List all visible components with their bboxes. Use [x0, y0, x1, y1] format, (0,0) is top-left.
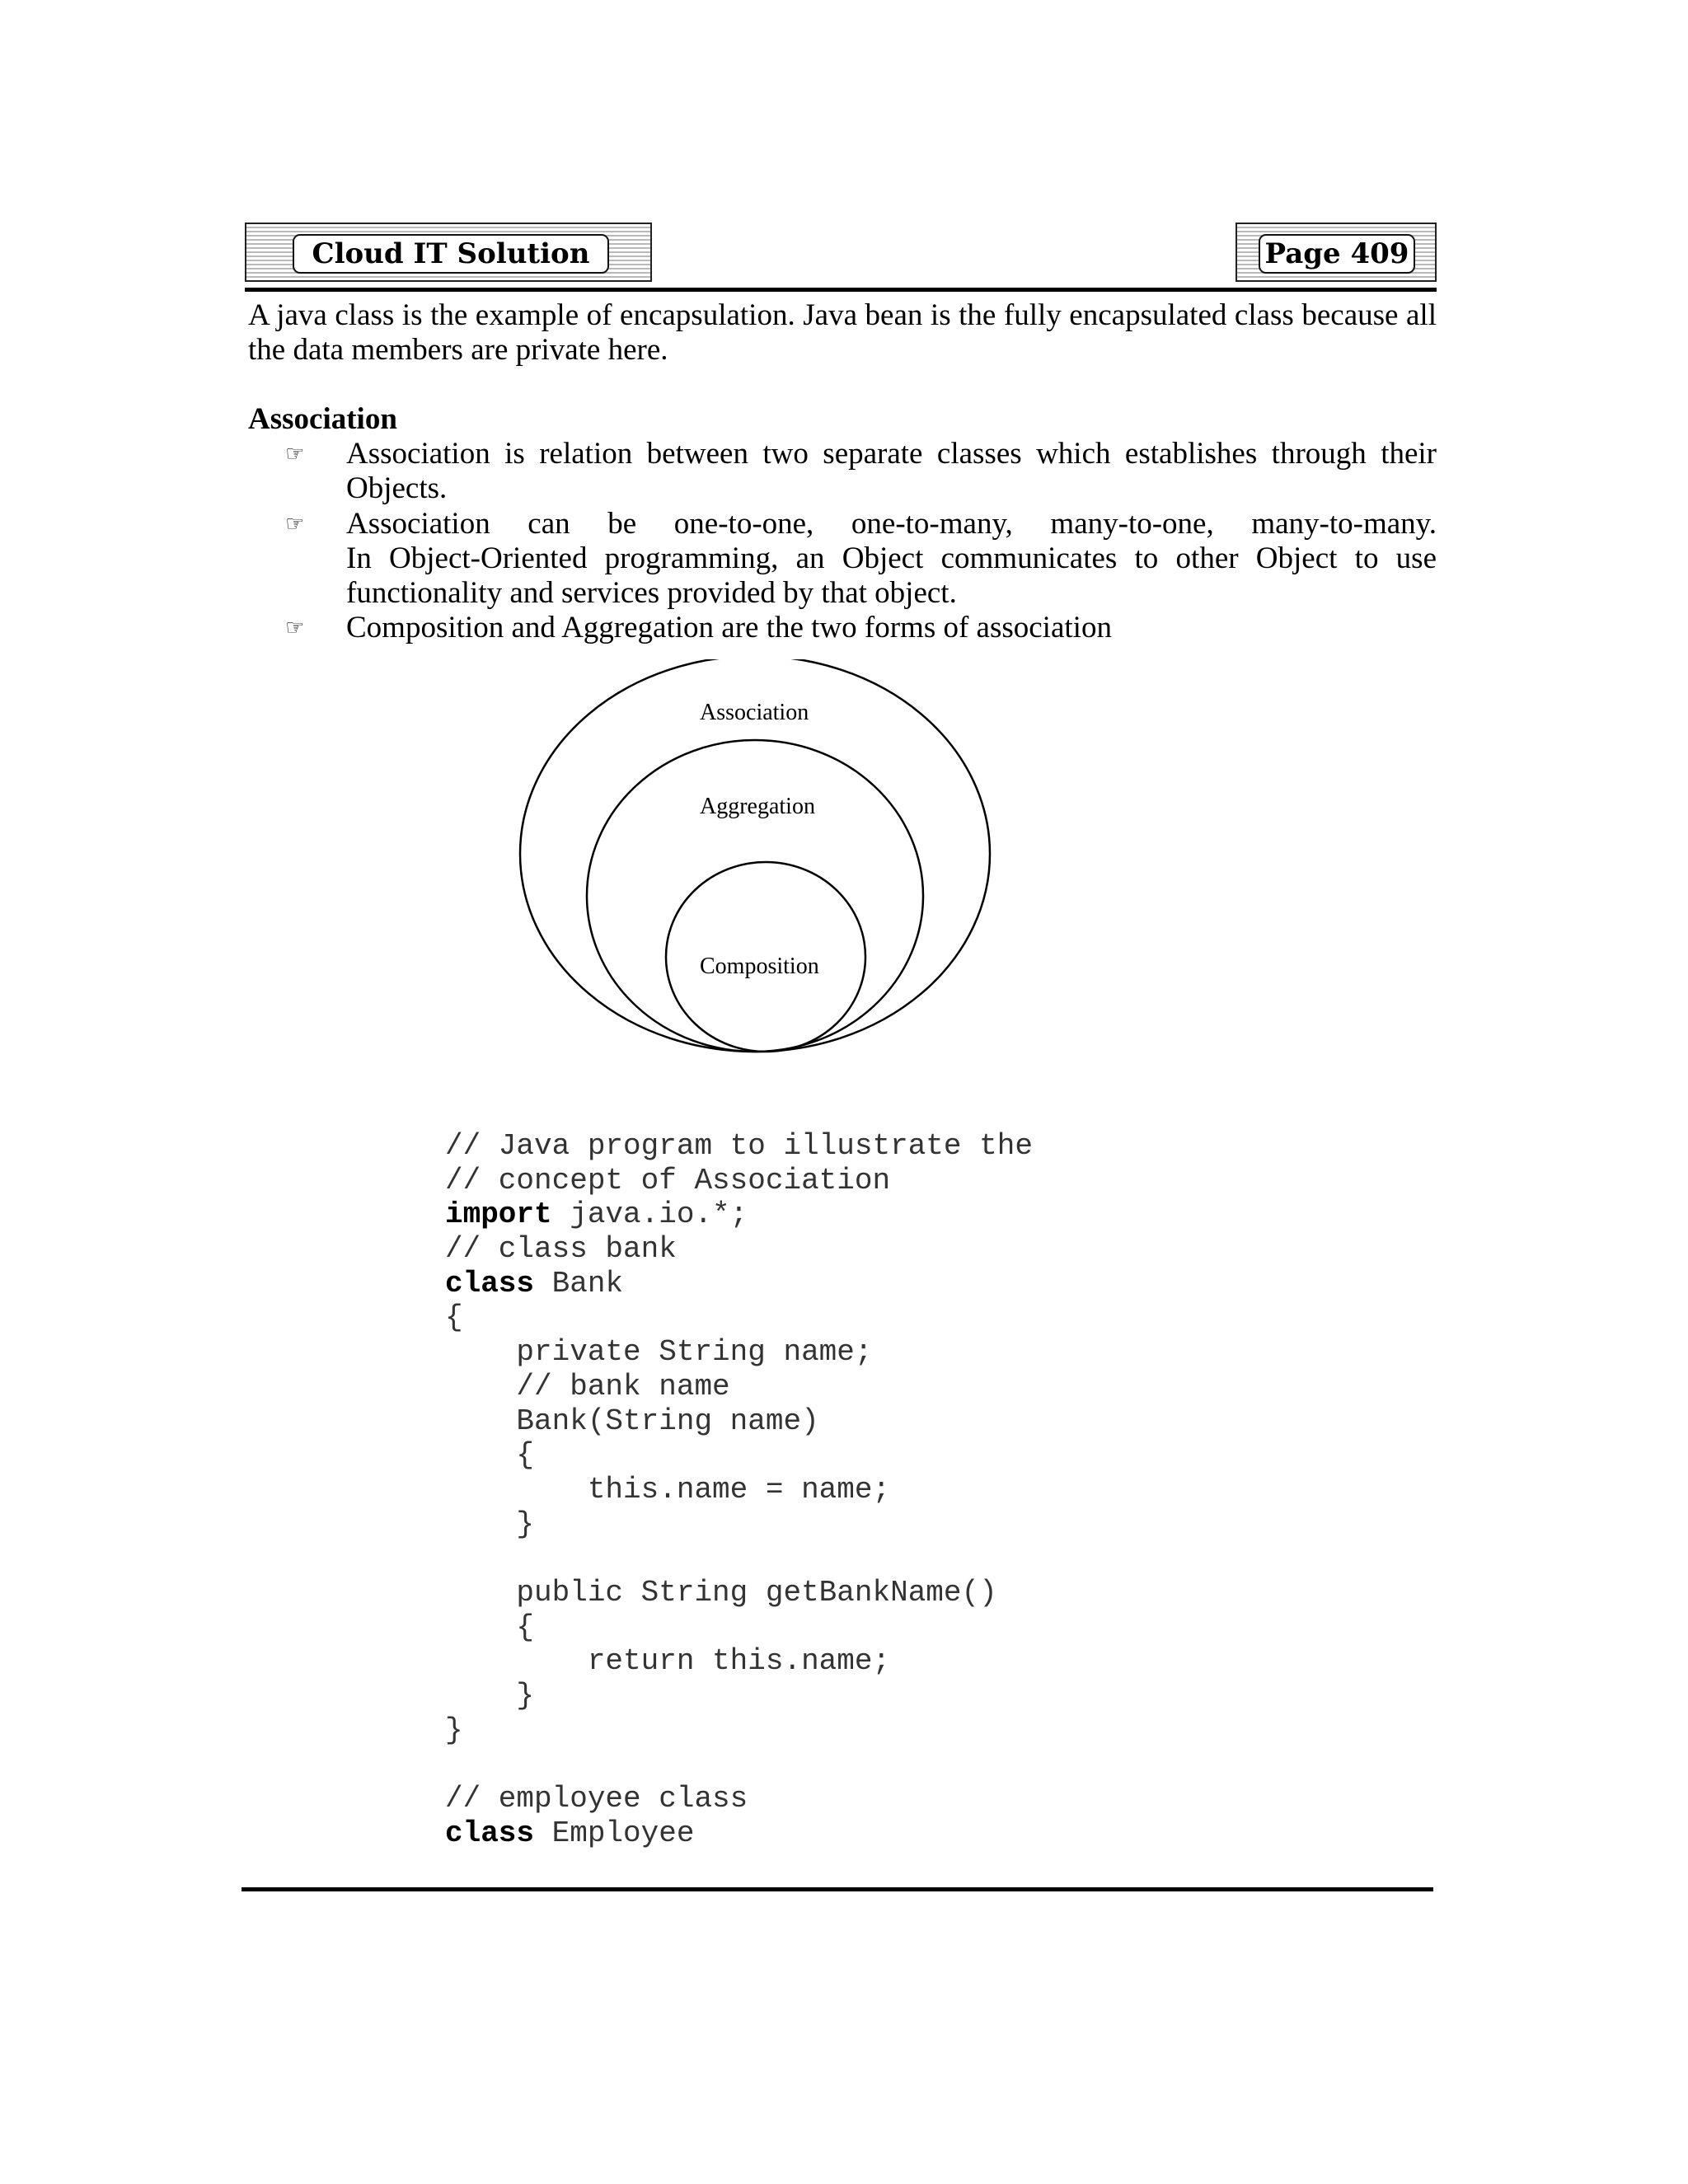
association-venn-diagram [495, 659, 1006, 1071]
section-heading: Association [248, 402, 397, 436]
code-text: Bank(String name) [445, 1404, 819, 1438]
pointing-hand-icon: ☞ [285, 442, 305, 466]
code-text: { [445, 1610, 535, 1644]
code-text: private String name; [445, 1335, 873, 1370]
code-text: java.io.*; [551, 1197, 748, 1232]
code-line [445, 1232, 1033, 1267]
code-line [445, 1816, 1033, 1851]
code-text: Employee [534, 1816, 695, 1850]
composition-label: Composition [700, 954, 819, 979]
code-keyword: class [445, 1266, 535, 1301]
code-text: // concept of Association [445, 1163, 891, 1197]
header-rule [245, 288, 1437, 292]
code-text: // bank name [445, 1369, 730, 1404]
code-line [445, 1644, 1033, 1679]
page-number: Page 409 [1259, 234, 1415, 274]
code-text: // Java program to illustrate the [445, 1129, 1033, 1163]
code-text: // class bank [445, 1232, 677, 1267]
code-line [445, 1473, 1033, 1507]
code-line [445, 1301, 1033, 1335]
code-line [445, 1267, 1033, 1301]
code-line [445, 1197, 1033, 1232]
header-left-box [245, 223, 652, 282]
bullet-continuation: In Object-Oriented programming, an Object communicates to other Object to use functionality and services provided by that object. [346, 541, 1437, 610]
code-text: Bank [534, 1266, 624, 1301]
code-line [445, 1164, 1033, 1198]
code-keyword: class [445, 1816, 535, 1850]
code-text: // employee class [445, 1782, 748, 1816]
code-text: { [445, 1301, 463, 1335]
header-right-box [1236, 223, 1437, 282]
code-line [445, 1576, 1033, 1610]
code-line [445, 1370, 1033, 1404]
code-text: } [445, 1507, 535, 1541]
code-line [445, 1541, 1033, 1576]
code-text: } [445, 1679, 535, 1713]
code-line [445, 1129, 1033, 1164]
code-line [445, 1782, 1033, 1816]
code-text: public String getBankName() [445, 1575, 997, 1610]
code-keyword: import [445, 1197, 552, 1232]
code-text: return this.name; [445, 1644, 891, 1679]
aggregation-label: Aggregation [700, 794, 815, 819]
aggregation-ellipse [587, 740, 923, 1052]
code-line [445, 1404, 1033, 1439]
code-line [445, 1747, 1033, 1782]
association-label: Association [700, 700, 809, 725]
intro-paragraph: A java class is the example of encapsulation. Java bean is the fully encapsulated class because all the data members are private here. [248, 298, 1437, 367]
code-text: } [445, 1713, 463, 1747]
footer-rule [241, 1887, 1433, 1891]
pointing-hand-icon: ☞ [285, 512, 305, 537]
code-line [445, 1438, 1033, 1473]
code-line [445, 1610, 1033, 1645]
pointing-hand-icon: ☞ [285, 616, 305, 640]
bullet-item: Composition and Aggregation are the two forms of association [346, 611, 1112, 644]
code-line [445, 1679, 1033, 1713]
code-line [445, 1713, 1033, 1748]
code-line [445, 1507, 1033, 1542]
code-line [445, 1335, 1033, 1370]
header-title: Cloud IT Solution [293, 234, 609, 274]
code-text: this.name = name; [445, 1472, 891, 1507]
code-text: { [445, 1438, 535, 1473]
bullet-line: Association can be one-to-one, one-to-many, many-to-one, many-to-many. [346, 507, 1437, 541]
code-block [445, 1129, 1033, 1850]
bullet-item [346, 507, 1437, 611]
bullet-item: Association is relation between two separate classes which establishes through their Objects. [346, 437, 1437, 505]
